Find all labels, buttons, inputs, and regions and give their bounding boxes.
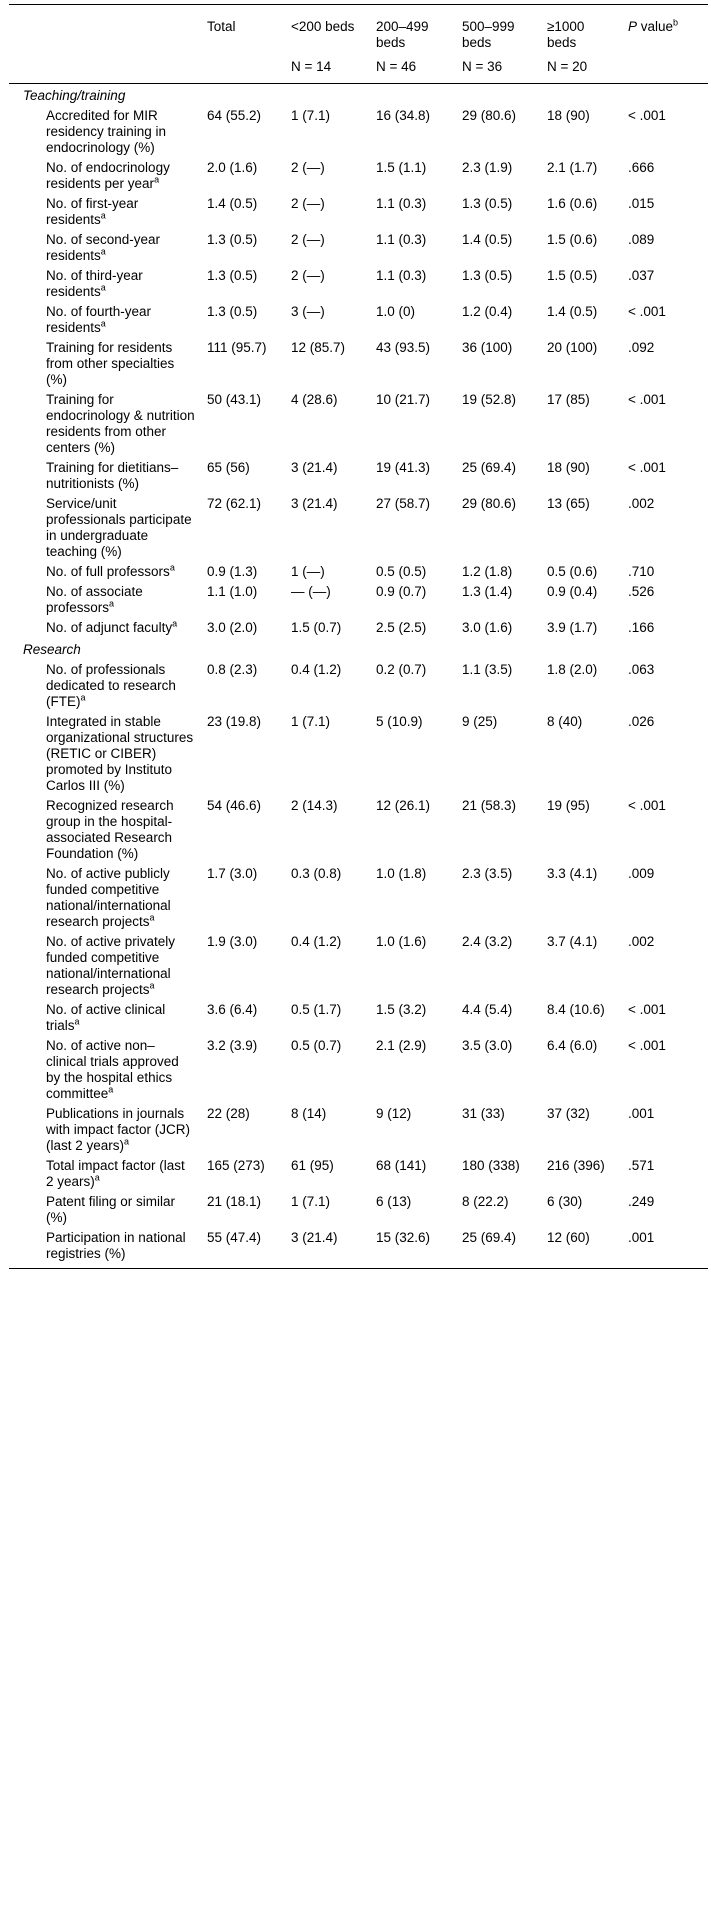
table-row [9,932,708,1000]
cell-group-1: 3 (21.4) [285,1228,370,1269]
cell-group-2: 9 (12) [376,1106,412,1121]
row-label [9,932,201,1000]
cell-group-1: 2 (—) [291,196,325,211]
header-group-1: <200 beds [285,5,370,52]
row-label-text: No. of active privately funded competitive national/international research projects [46,934,176,997]
row-label [9,1000,201,1036]
cell-group-1: 2 (—) [291,268,325,283]
cell-group-2: 1.0 (1.8) [376,866,427,881]
row-label [9,494,201,562]
footnote-marker: a [109,598,115,609]
cell-p-value: .526 [628,584,655,599]
cell-group-3: 36 (100) [462,340,513,355]
cell-total: 2.0 (1.6) [207,160,258,175]
header-row [9,5,708,52]
section-row [9,84,708,107]
header-group-4: ≥1000 beds [541,5,622,52]
footnote-marker: a [100,210,106,221]
cell-group-1: 3 (21.4) [291,496,338,511]
row-label [9,660,201,712]
cell-p-value: .166 [628,620,655,635]
table-row [9,390,708,458]
cell-group-1: 0.3 (0.8) [291,866,342,881]
cell-group-4: 18 (90) [547,460,590,475]
cell-group-4: 1.5 (0.6) [547,232,598,247]
row-label [9,796,201,864]
table-row [9,494,708,562]
cell-total: 0.8 (2.3) [207,662,258,677]
row-label [9,194,201,230]
row-label-text: Recognized research group in the hospital-associated Research Foundation (%) [46,798,174,861]
cell-group-3: 19 (52.8) [462,392,517,407]
footnote-marker: a [154,174,160,185]
cell-p-value: < .001 [628,304,666,319]
cell-group-3: 2.3 (1.9) [462,160,513,175]
row-label-text: Training for residents from other specialties (%) [46,340,175,387]
cell-p-value: .001 [628,1106,655,1121]
cell-total: 50 (43.1) [207,392,262,407]
table-row [9,1104,708,1156]
cell-total: 64 (55.2) [207,108,262,123]
cell-group-3: 8 (22.2) [462,1194,509,1209]
row-label-text: Service/unit professionals participate in undergraduate teaching (%) [46,496,192,559]
cell-group-3: 2.4 (3.2) [462,934,513,949]
header-label [9,5,201,52]
cell-group-3: 1.4 (0.5) [462,232,513,247]
footnote-marker: a [108,1084,114,1095]
cell-group-3: 31 (33) [462,1106,505,1121]
row-label-text: No. of active publicly funded competitive national/international research projects [46,866,171,929]
cell-group-1: 1 (7.1) [291,108,331,123]
cell-group-2: 1.0 (0) [376,304,416,319]
cell-group-2: 15 (32.6) [370,1228,456,1269]
cell-p-value: .026 [628,714,655,729]
cell-group-1: 0.5 (0.7) [291,1038,342,1053]
cell-total: 1.7 (3.0) [207,866,258,881]
cell-group-3: 1.1 (3.5) [462,662,513,677]
row-label [9,562,201,582]
cell-group-4: 3.7 (4.1) [547,934,598,949]
header-n-group-1: N = 14 [285,51,370,84]
cell-total: 1.3 (0.5) [207,304,258,319]
row-label [9,712,201,796]
header-p-rest: value [637,19,674,34]
cell-p-value: .001 [622,1228,708,1269]
cell-group-3: 3.5 (3.0) [462,1038,513,1053]
cell-group-3: 9 (25) [462,714,498,729]
cell-group-3: 29 (80.6) [462,108,517,123]
cell-group-2: 1.1 (0.3) [376,268,427,283]
footnote-marker: a [94,1172,100,1183]
table-row [9,712,708,796]
cell-group-4: 1.6 (0.6) [547,196,598,211]
cell-total: 0.9 (1.3) [207,564,258,579]
cell-group-4: 1.8 (2.0) [547,662,598,677]
row-label-text: Participation in national registries (%) [46,1230,186,1261]
header-p-italic: P [628,19,638,34]
row-label [9,158,201,194]
cell-group-2: 1.1 (0.3) [376,196,427,211]
row-label [9,582,201,618]
cell-group-3: 4.4 (5.4) [462,1002,513,1017]
row-label [9,1156,201,1192]
cell-p-value: < .001 [628,108,666,123]
table-row [9,106,708,158]
cell-p-value: .571 [628,1158,655,1173]
row-label-text: Integrated in stable organizational structures (RETIC or CIBER) promoted by Instituto Carlos III (%) [46,714,194,793]
cell-p-value: .015 [628,196,655,211]
cell-group-4: 17 (85) [547,392,590,407]
header-group-2: 200–499 beds [370,5,456,52]
cell-group-3: 29 (80.6) [462,496,517,511]
table-row [9,158,708,194]
cell-group-1: 2 (14.3) [291,798,338,813]
cell-group-2: 68 (141) [376,1158,427,1173]
cell-group-1: 3 (21.4) [291,460,338,475]
cell-group-2: 0.5 (0.5) [376,564,427,579]
cell-total: 3.0 (2.0) [207,620,258,635]
cell-group-4: 37 (32) [547,1106,590,1121]
cell-total: 72 (62.1) [207,496,262,511]
row-label [9,106,201,158]
cell-group-4: 2.1 (1.7) [547,160,598,175]
cell-group-1: 4 (28.6) [291,392,338,407]
table-row [9,266,708,302]
cell-group-4: 1.4 (0.5) [547,304,598,319]
cell-group-1: 2 (—) [291,232,325,247]
cell-group-2: 1.5 (3.2) [376,1002,427,1017]
cell-group-4: 0.9 (0.4) [547,584,598,599]
table-row [9,230,708,266]
cell-group-3: 180 (338) [462,1158,520,1173]
cell-total: 54 (46.6) [207,798,262,813]
table-header [9,5,708,84]
header-n-group-3: N = 36 [456,51,541,84]
footnote-marker: a [124,1136,130,1147]
cell-group-1: 0.5 (1.7) [291,1002,342,1017]
cell-p-value: .089 [628,232,655,247]
cell-p-value: .002 [628,496,655,511]
cell-p-value: .092 [628,340,655,355]
cell-p-value: .249 [628,1194,655,1209]
row-label [9,230,201,266]
table-row [9,1192,708,1228]
cell-p-value: < .001 [628,798,666,813]
table-row [9,562,708,582]
cell-p-value: < .001 [628,460,666,475]
row-label [9,864,201,932]
row-label-text: No. of associate professors [46,584,143,615]
row-label [9,458,201,494]
row-label-text: No. of full professors [46,564,170,579]
row-label [9,390,201,458]
footnote-marker: a [74,1016,80,1027]
footnote-marker: a [149,980,155,991]
cell-total: 21 (18.1) [207,1194,262,1209]
section-title: Research [23,642,81,657]
cell-group-2: 1.0 (1.6) [376,934,427,949]
footnote-marker: a [149,912,155,923]
cell-group-2: 5 (10.9) [376,714,423,729]
footnote-marker: a [80,692,86,703]
row-label-text: No. of first-year residents [46,196,139,227]
footnote-marker: a [100,282,106,293]
cell-group-4: 20 (100) [547,340,598,355]
cell-group-3: 21 (58.3) [462,798,517,813]
cell-group-3: 1.2 (1.8) [462,564,513,579]
cell-total: 1.3 (0.5) [207,268,258,283]
cell-group-3: 1.3 (0.5) [462,268,513,283]
row-label-text: No. of adjunct faculty [46,620,173,635]
table-row [9,660,708,712]
row-label [9,1036,201,1104]
cell-group-4: 13 (65) [547,496,590,511]
cell-total: 55 (47.4) [201,1228,285,1269]
cell-p-value: .666 [628,160,655,175]
cell-group-2: 1.5 (1.1) [376,160,427,175]
cell-group-2: 16 (34.8) [376,108,431,123]
header-n-total [201,51,285,84]
row-label-text: No. of active non–clinical trials approved by the hospital ethics committee [46,1038,179,1101]
table-row [9,1156,708,1192]
cell-group-1: 1 (7.1) [291,1194,331,1209]
cell-total: 1.4 (0.5) [207,196,258,211]
row-label [9,1228,201,1269]
cell-group-1: 3 (—) [291,304,325,319]
cell-group-4: 1.5 (0.5) [547,268,598,283]
row-label-text: Publications in journals with impact factor (JCR) (last 2 years) [46,1106,191,1153]
cell-total: 3.6 (6.4) [207,1002,258,1017]
row-label [9,618,201,638]
row-label [9,266,201,302]
table-row [9,864,708,932]
table-row [9,1000,708,1036]
header-p-footnote: b [673,17,679,28]
footnote-marker: a [100,318,106,329]
row-label-text: No. of endocrinology residents per year [46,160,170,191]
header-n-row [9,51,708,84]
data-table [9,4,708,1269]
row-label [9,302,201,338]
row-label-text: Training for endocrinology & nutrition residents from other centers (%) [46,392,195,455]
header-total: Total [201,5,285,52]
cell-total: 1.9 (3.0) [207,934,258,949]
cell-group-1: 2 (—) [291,160,325,175]
cell-p-value: < .001 [628,1038,666,1053]
footnote-marker: a [169,562,175,573]
cell-total: 111 (95.7) [207,340,267,355]
table-row [9,458,708,494]
cell-group-2: 10 (21.7) [376,392,431,407]
row-label-text: No. of third-year residents [46,268,143,299]
row-label-text: No. of fourth-year residents [46,304,152,335]
row-label-text: No. of second-year residents [46,232,161,263]
footnote-marker: a [172,618,178,629]
header-group-3: 500–999 beds [456,5,541,52]
cell-group-3: 25 (69.4) [462,460,517,475]
table-row [9,796,708,864]
cell-total: 1.3 (0.5) [207,232,258,247]
cell-group-4: 19 (95) [547,798,590,813]
cell-group-1: 0.4 (1.2) [291,934,342,949]
cell-group-3: 1.2 (0.4) [462,304,513,319]
table-row [9,194,708,230]
cell-group-4: 3.9 (1.7) [547,620,598,635]
cell-group-4: 8 (40) [547,714,583,729]
cell-total: 1.1 (1.0) [207,584,258,599]
table-body [9,84,708,1269]
cell-group-1: 1 (7.1) [291,714,331,729]
cell-group-2: 19 (41.3) [376,460,431,475]
cell-total: 22 (28) [207,1106,250,1121]
cell-total: 65 (56) [207,460,250,475]
cell-p-value: .063 [628,662,655,677]
cell-group-3: 1.3 (0.5) [462,196,513,211]
cell-group-2: 0.2 (0.7) [376,662,427,677]
cell-group-3: 1.3 (1.4) [462,584,513,599]
cell-group-1: — (—) [291,584,331,599]
cell-group-2: 43 (93.5) [376,340,431,355]
cell-group-1: 61 (95) [291,1158,334,1173]
table-row [9,338,708,390]
cell-group-4: 6 (30) [547,1194,583,1209]
row-label [9,1192,201,1228]
row-label-text: Training for dietitians–nutritionists (%) [46,460,179,491]
header-n-group-2: N = 46 [370,51,456,84]
cell-p-value: < .001 [628,1002,666,1017]
header-p-value [622,5,708,52]
table-row [9,1036,708,1104]
cell-p-value: .009 [628,866,655,881]
cell-group-1: 1 (—) [291,564,325,579]
header-n-group-4: N = 20 [541,51,622,84]
row-label [9,1104,201,1156]
cell-group-3: 3.0 (1.6) [462,620,513,635]
cell-group-4: 3.3 (4.1) [547,866,598,881]
cell-group-2: 27 (58.7) [376,496,431,511]
cell-total: 3.2 (3.9) [207,1038,258,1053]
cell-p-value: < .001 [628,392,666,407]
cell-group-4: 6.4 (6.0) [547,1038,598,1053]
cell-group-2: 0.9 (0.7) [376,584,427,599]
cell-group-2: 1.1 (0.3) [376,232,427,247]
cell-group-4: 0.5 (0.6) [547,564,598,579]
cell-p-value: .710 [628,564,655,579]
cell-group-1: 1.5 (0.7) [291,620,342,635]
row-label-text: No. of active clinical trials [46,1002,166,1033]
cell-total: 23 (19.8) [207,714,262,729]
cell-group-4: 12 (60) [541,1228,622,1269]
table-row [9,582,708,618]
cell-group-4: 8.4 (10.6) [547,1002,605,1017]
cell-group-2: 12 (26.1) [376,798,431,813]
cell-group-3: 2.3 (3.5) [462,866,513,881]
cell-group-2: 2.1 (2.9) [376,1038,427,1053]
table-row [9,1228,708,1269]
cell-group-1: 0.4 (1.2) [291,662,342,677]
row-label [9,338,201,390]
cell-group-4: 18 (90) [547,108,590,123]
cell-group-2: 6 (13) [376,1194,412,1209]
row-label-text: Total impact factor (last 2 years) [46,1158,185,1189]
cell-group-3: 25 (69.4) [456,1228,541,1269]
table-row [9,618,708,638]
cell-group-4: 216 (396) [547,1158,605,1173]
cell-total: 165 (273) [207,1158,265,1173]
row-label-text: Patent filing or similar (%) [46,1194,176,1225]
table-row [9,302,708,338]
cell-group-2: 2.5 (2.5) [376,620,427,635]
cell-group-1: 8 (14) [291,1106,327,1121]
section-row [9,638,708,660]
footnote-marker: a [100,246,106,257]
cell-p-value: .002 [628,934,655,949]
row-label-text: Accredited for MIR residency training in endocrinology (%) [46,108,167,155]
cell-group-1: 12 (85.7) [291,340,346,355]
row-label-text: No. of professionals dedicated to research (FTE) [46,662,176,709]
section-title: Teaching/training [23,88,126,103]
cell-p-value: .037 [628,268,655,283]
